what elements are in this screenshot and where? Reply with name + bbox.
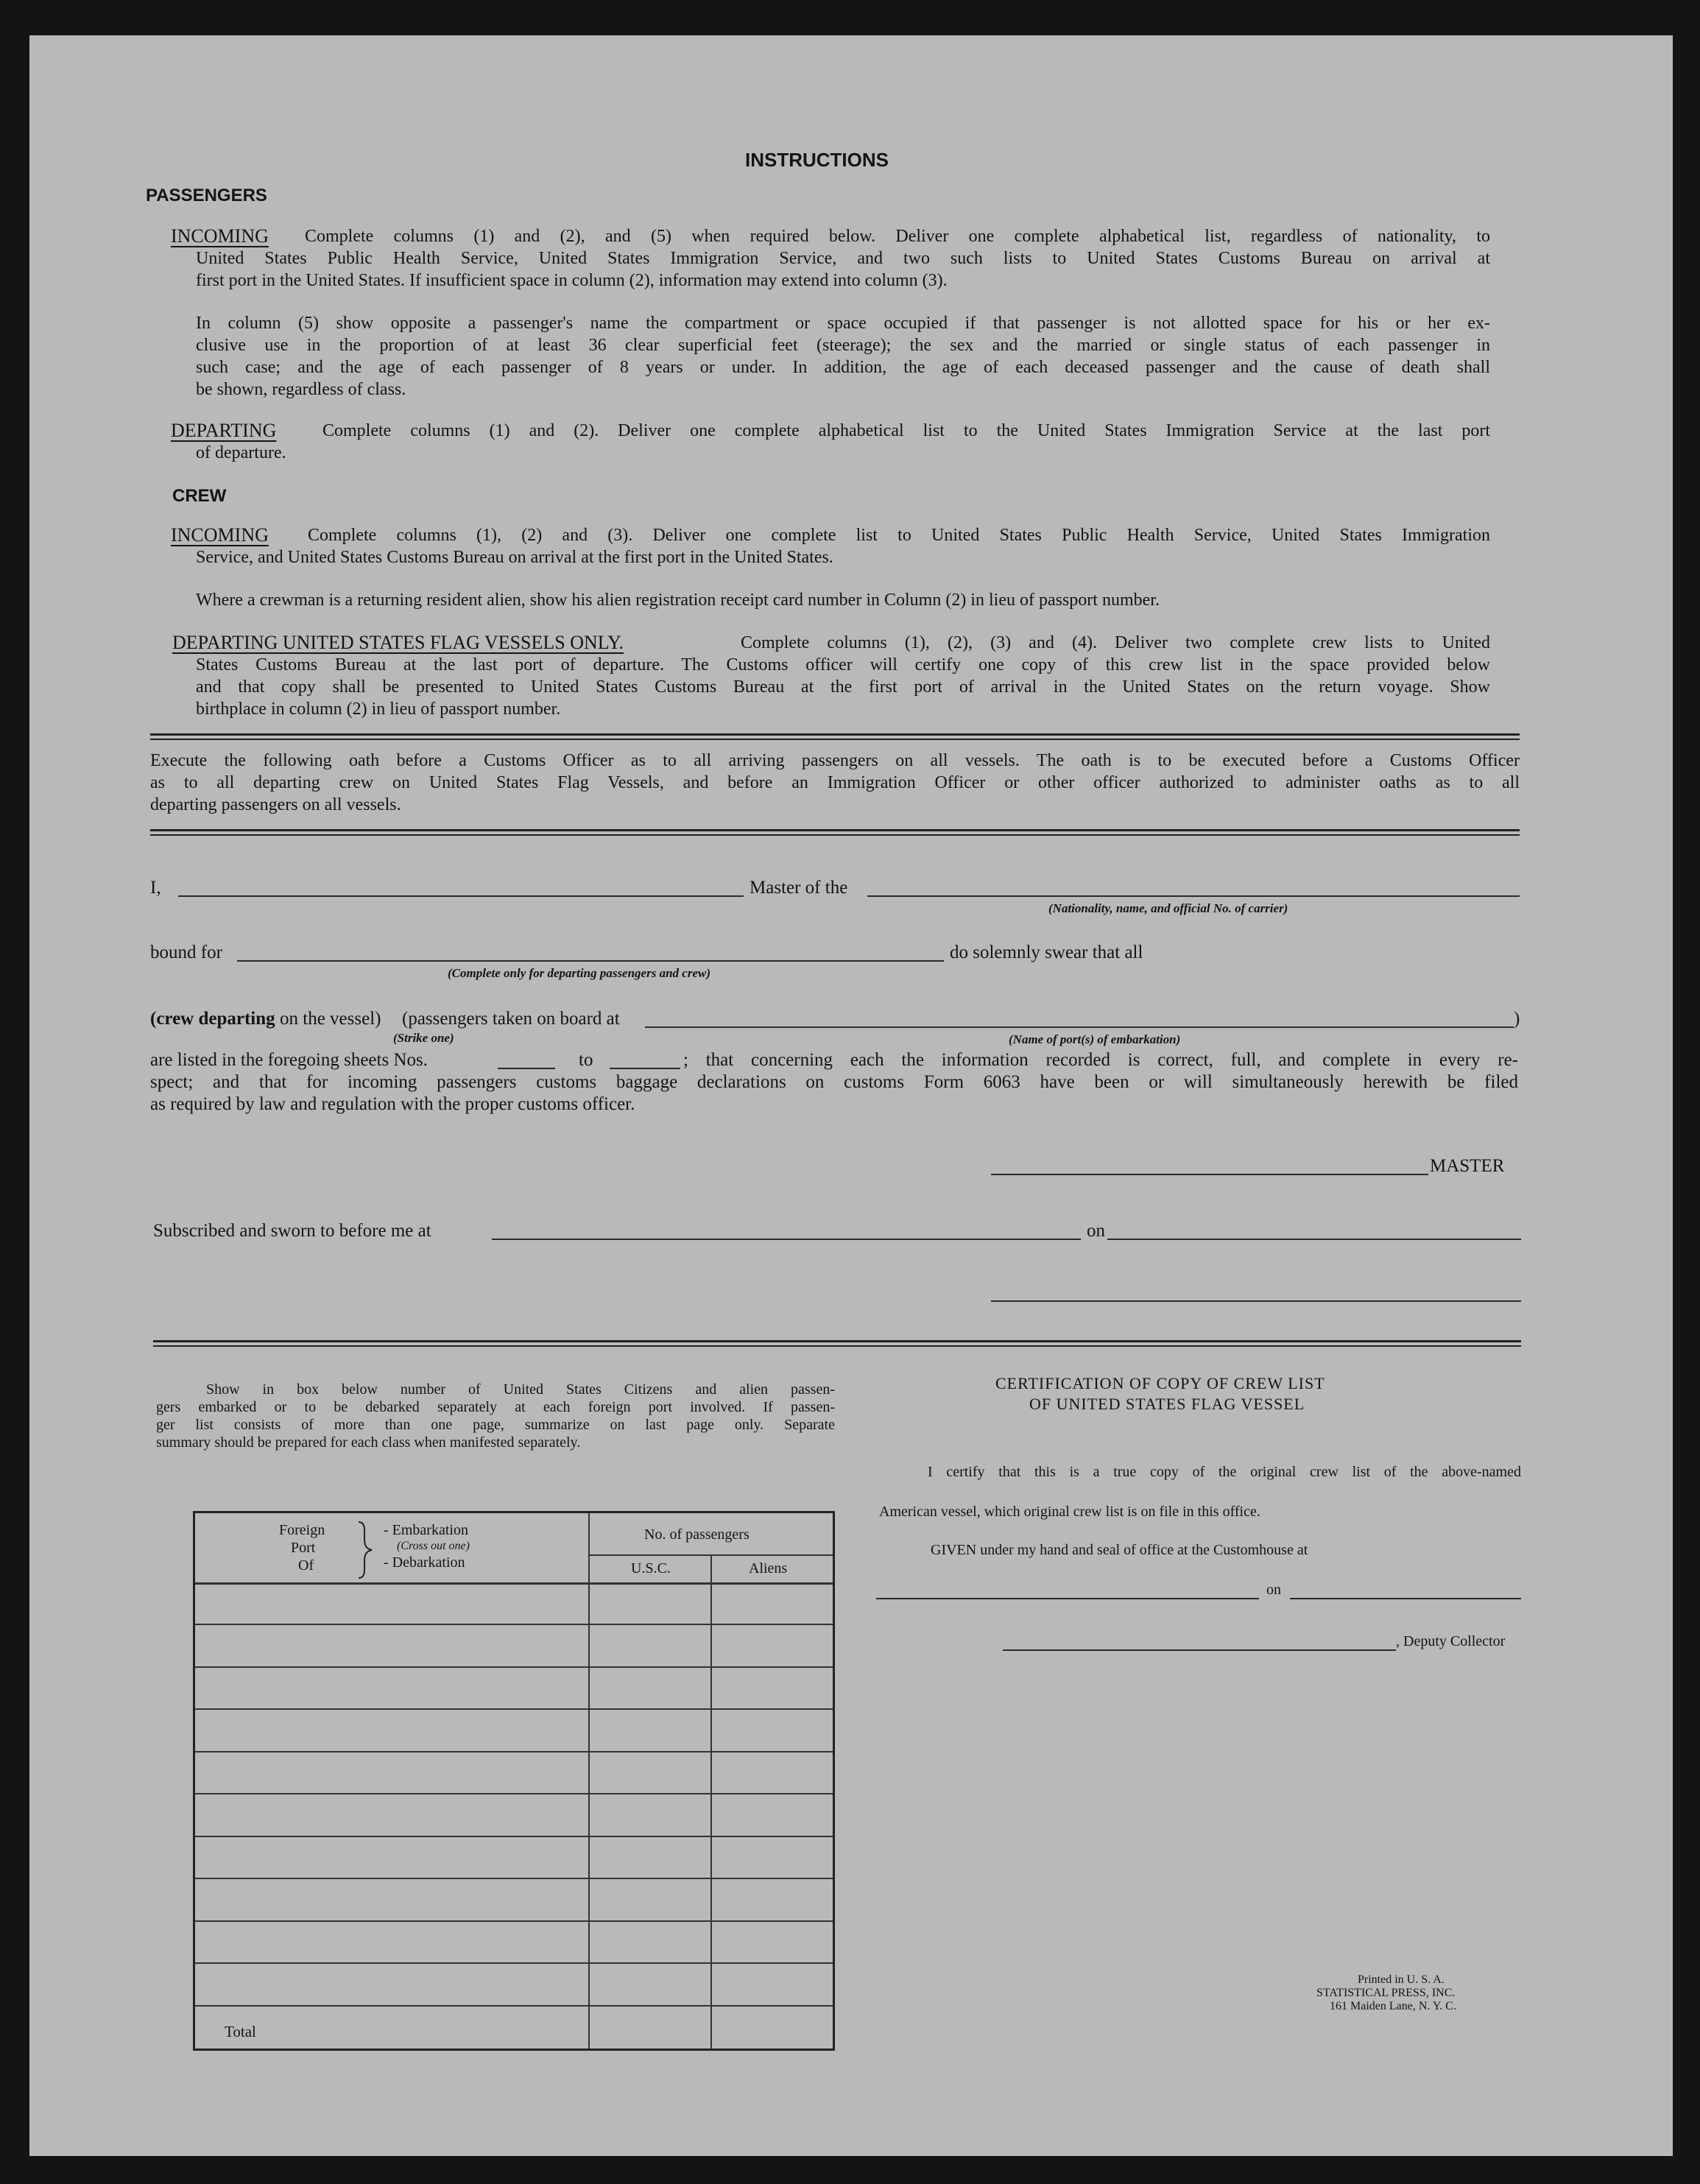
certification-text: GIVEN under my hand and seal of office at the Customhouse at — [931, 1542, 1308, 1558]
column5-note: such case; and the age of each passenger of 8 years or under. In addition, the age of each deceased passenger and the cause of death shall — [196, 358, 1490, 377]
table-divider — [588, 1513, 590, 2049]
oath-text: as required by law and regulation with the proper customs officer. — [150, 1094, 635, 1114]
certification-title: OF UNITED STATES FLAG VESSEL — [1029, 1395, 1305, 1413]
summary-note: gers embarked or to be debarked separately at each foreign port involved. If passen- — [156, 1399, 835, 1415]
crew-incoming-label: INCOMING — [171, 524, 269, 546]
port-caption: (Name of port(s) of embarkation) — [1009, 1032, 1181, 1046]
deputy-collector-label: , Deputy Collector — [1396, 1633, 1506, 1649]
crew-departing-text: birthplace in column (2) in lieu of passport number. — [196, 700, 561, 719]
printer-imprint: 161 Maiden Lane, N. Y. C. — [1330, 2000, 1456, 2012]
close-paren: ) — [1514, 1009, 1520, 1029]
officer-signature-field[interactable] — [991, 1300, 1521, 1302]
passengers-heading: PASSENGERS — [146, 186, 267, 205]
crew-departing-text: States Customs Bureau at the last port of departure. The Customs officer will certify one copy of this crew list in the space provided below — [196, 655, 1490, 674]
table-row[interactable] — [195, 1666, 833, 1668]
foreign-label: Foreign — [279, 1522, 325, 1538]
subscribed-text: Subscribed and sworn to before me at — [153, 1221, 431, 1241]
deputy-signature-field[interactable] — [1003, 1649, 1396, 1651]
crew-departing-label: DEPARTING UNITED STATES FLAG VESSELS ONLY. — [172, 632, 624, 653]
crew-departing-text: and that copy shall be presented to United States Customs Bureau at the first port of arrival in the United States on the return voyage. Show — [196, 677, 1490, 697]
table-divider — [588, 1554, 833, 1556]
passengers-departing-text: of departure. — [196, 443, 286, 462]
of-label: Of — [298, 1557, 314, 1574]
customhouse-field[interactable] — [876, 1598, 1259, 1599]
certification-text: I certify that this is a true copy of the original crew list of the above-named — [928, 1464, 1521, 1480]
printer-imprint: STATISTICAL PRESS, INC. — [1316, 1987, 1456, 1999]
column5-note: clusive use in the proportion of at least 36 clear superficial feet (steerage); the sex and the married or single status of each passenger in — [196, 336, 1490, 355]
passengers-incoming-text: first port in the United States. If insufficient space in column (2), information may extend into column (3). — [196, 271, 948, 290]
bound-for-field[interactable] — [237, 960, 944, 962]
sheet-from-field[interactable] — [498, 1068, 555, 1069]
section-divider — [150, 829, 1520, 836]
total-label: Total — [225, 2023, 256, 2040]
column5-note: In column (5) show opposite a passenger's name the compartment or space occupied if that passenger is not allotted space for his or her ex- — [196, 314, 1490, 333]
table-row[interactable] — [195, 2005, 833, 2007]
section-divider — [150, 733, 1520, 740]
summary-note: summary should be prepared for each class when manifested separately. — [156, 1434, 581, 1451]
master-name-field[interactable] — [178, 895, 744, 897]
master-signature-field[interactable] — [991, 1174, 1428, 1175]
table-row[interactable] — [195, 1836, 833, 1837]
sworn-date-field[interactable] — [1107, 1239, 1521, 1240]
printer-imprint: Printed in U. S. A. — [1358, 1973, 1445, 1986]
carrier-field[interactable] — [867, 895, 1520, 897]
master-of-the-label: Master of the — [750, 878, 848, 898]
passengers-incoming-text: United States Public Health Service, United States Immigration Service, and two such lists to United States Customs Bureau on arrival at — [196, 249, 1490, 268]
section-divider — [153, 1340, 1521, 1347]
sheet-to-field[interactable] — [610, 1068, 680, 1069]
certification-text: American vessel, which original crew list is on file in this office. — [879, 1504, 1260, 1520]
table-row[interactable] — [195, 1751, 833, 1753]
bound-caption: (Complete only for departing passengers and crew) — [448, 966, 710, 980]
table-row[interactable] — [195, 1878, 833, 1879]
oath-intro: Execute the following oath before a Customs Officer as to all arriving passengers on all vessels. The oath is to be executed before a Customs Officer — [150, 751, 1520, 770]
crew-departing-text: Complete columns (1), (2), (3) and (4). Deliver two complete crew lists to United — [741, 633, 1490, 652]
passengers-incoming-label: INCOMING — [171, 225, 269, 247]
usc-header: U.S.C. — [631, 1560, 671, 1577]
passengers-taken-option[interactable]: (passengers taken on board at — [402, 1009, 620, 1029]
table-divider — [195, 1582, 833, 1585]
carrier-caption: (Nationality, name, and official No. of carrier) — [1048, 901, 1288, 915]
oath-intro: departing passengers on all vessels. — [150, 795, 401, 814]
embarkation-option[interactable]: - Embarkation — [384, 1522, 468, 1538]
passenger-summary-table — [193, 1511, 835, 2051]
no-passengers-header: No. of passengers — [644, 1526, 750, 1543]
master-label: MASTER — [1430, 1156, 1505, 1176]
embarkation-port-field[interactable] — [645, 1026, 1514, 1028]
summary-note: Show in box below number of United States Citizens and alien passen- — [206, 1381, 835, 1398]
certification-date-field[interactable] — [1290, 1598, 1521, 1599]
passengers-departing-label: DEPARTING — [171, 420, 277, 441]
crew-incoming-text: Complete columns (1), (2) and (3). Deliver one complete list to United States Public Health Service, United States Immigration — [308, 526, 1490, 545]
listed-to: to — [579, 1050, 593, 1070]
table-divider — [710, 1556, 712, 2049]
oath-i-label: I, — [150, 878, 161, 898]
form-page — [29, 35, 1673, 2156]
strike-caption: (Strike one) — [393, 1031, 454, 1045]
listed-text: ; that concerning each the information recorded is correct, full, and complete in every re- — [683, 1050, 1518, 1070]
solemnly-swear-text: do solemnly swear that all — [950, 943, 1143, 962]
oath-intro: as to all departing crew on United States Flag Vessels, and before an Immigration Officer or other officer authorized to administer oaths as to all — [150, 773, 1520, 792]
debarkation-option[interactable]: - Debarkation — [384, 1554, 465, 1571]
table-row[interactable] — [195, 1962, 833, 1964]
certification-on-label: on — [1266, 1582, 1281, 1598]
table-row[interactable] — [195, 1624, 833, 1625]
port-label: Port — [291, 1540, 316, 1556]
bound-for-label: bound for — [150, 943, 222, 962]
crew-heading: CREW — [172, 486, 227, 506]
table-row[interactable] — [195, 1920, 833, 1922]
certification-title: CERTIFICATION OF COPY OF CREW LIST — [995, 1374, 1325, 1392]
sworn-on-label: on — [1087, 1221, 1105, 1241]
brace-icon — [356, 1521, 373, 1579]
crew-departing-option[interactable]: (crew departing — [150, 1009, 275, 1029]
aliens-header: Aliens — [749, 1560, 788, 1577]
summary-note: ger list consists of more than one page, summarize on last page only. Separate — [156, 1417, 835, 1433]
table-row[interactable] — [195, 1708, 833, 1710]
instructions-heading: INSTRUCTIONS — [745, 149, 889, 171]
column5-note: be shown, regardless of class. — [196, 380, 406, 399]
crew-incoming-text: Service, and United States Customs Bureau on arrival at the first port in the United States. — [196, 548, 833, 567]
oath-text: spect; and that for incoming passengers customs baggage declarations on customs Form 6063 have been or will simultaneously herewith be filed — [150, 1072, 1518, 1092]
passengers-departing-text: Complete columns (1) and (2). Deliver one complete alphabetical list to the United States Immigration Service at the last port — [322, 421, 1490, 440]
crewman-note: Where a crewman is a returning resident alien, show his alien registration receipt card number in Column (2) in lieu of passport number. — [196, 591, 1160, 610]
on-the-vessel-text: on the vessel) — [280, 1009, 381, 1029]
passengers-incoming-text: Complete columns (1) and (2), and (5) when required below. Deliver one complete alphabetical list, regardless of nationality, to — [305, 227, 1490, 246]
table-row[interactable] — [195, 1793, 833, 1794]
cross-out-caption: (Cross out one) — [397, 1540, 470, 1552]
listed-text: are listed in the foregoing sheets Nos. — [150, 1050, 428, 1070]
sworn-place-field[interactable] — [492, 1239, 1081, 1240]
